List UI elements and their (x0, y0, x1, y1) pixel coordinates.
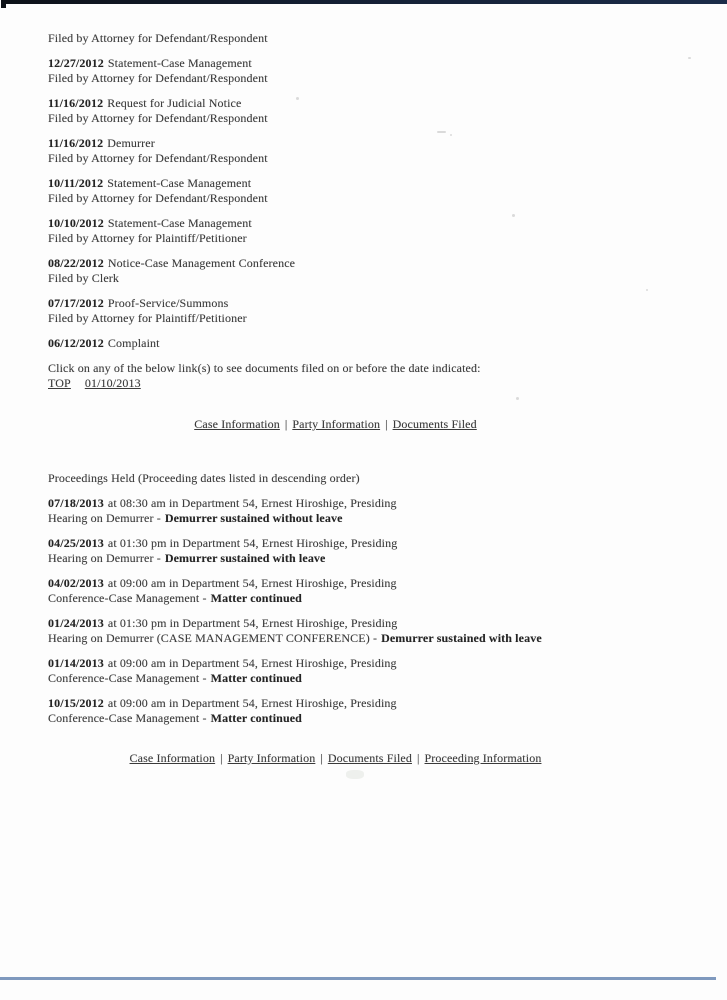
scan-speck (450, 134, 452, 136)
date-link-top[interactable]: TOP (48, 376, 71, 390)
proceeding-details: at 01:30 pm in Department 54, Ernest Hiroshige, Presiding (107, 616, 398, 630)
filing-filed-by: Filed by Attorney for Defendant/Respondent (48, 31, 268, 45)
filing-title: Statement-Case Management (107, 216, 252, 230)
filing-date: 08/22/2012 (48, 256, 104, 270)
proceeding-date-line (48, 616, 698, 631)
proceeding-details: at 09:00 am in Department 54, Ernest Hiroshige, Presiding (107, 656, 397, 670)
date-link-01-10-2013[interactable]: 01/10/2013 (84, 376, 141, 390)
proceeding-result: Demurrer sustained with leave (381, 631, 542, 645)
proceeding-date: 01/24/2013 (48, 616, 104, 630)
proceeding-event: Conference-Case Management - (48, 711, 207, 725)
filing-title: Notice-Case Management Conference (107, 256, 296, 270)
scan-speck (688, 57, 691, 59)
filing-entry (48, 136, 698, 166)
filing-date: 07/17/2012 (48, 296, 104, 310)
scan-edge-blob (1, 0, 6, 8)
filing-entry (48, 256, 698, 286)
proceeding-date: 07/18/2013 (48, 496, 104, 510)
proceeding-date: 04/25/2013 (48, 536, 104, 550)
proceeding-result-line (48, 551, 698, 566)
scan-speck (512, 214, 515, 217)
links-instruction: Click on any of the below link(s) to see documents filed on or before the date indicated: (48, 361, 481, 375)
proceeding-result-line (48, 671, 698, 686)
filing-entry (48, 296, 698, 326)
proceeding-result: Demurrer sustained with leave (164, 551, 326, 565)
proceeding-date-line (48, 696, 698, 711)
filings-list (48, 56, 698, 351)
nav-separator: | (320, 751, 323, 765)
filing-entry (48, 216, 698, 246)
scan-edge-artifact-bottom (0, 977, 716, 980)
filing-title-line (48, 176, 698, 191)
nav-proceedings (48, 751, 623, 766)
proceeding-entry (48, 536, 698, 566)
filing-entry (48, 96, 698, 126)
filing-title-line (48, 216, 698, 231)
proceeding-date: 04/02/2013 (48, 576, 104, 590)
filing-title-line (48, 256, 698, 271)
scan-edge-artifact-top (3, 0, 727, 4)
filing-entry (48, 176, 698, 206)
filing-title-line (48, 96, 698, 111)
filing-title: Proof-Service/Summons (107, 296, 229, 310)
proceeding-date-line (48, 496, 698, 511)
nav-separator: | (385, 417, 388, 431)
scan-speck (437, 131, 446, 133)
nav-link-case-information[interactable]: Case Information (194, 417, 280, 431)
proceeding-result: Demurrer sustained without leave (164, 511, 343, 525)
proceedings-header: Proceedings Held (Proceeding dates listed in descending order) (48, 471, 360, 485)
filing-filed-by: Filed by Clerk (48, 271, 120, 285)
proceeding-entry (48, 656, 698, 686)
filing-filed-by: Filed by Attorney for Plaintiff/Petitioner (48, 231, 247, 245)
proceeding-date-line (48, 576, 698, 591)
proceeding-entry (48, 616, 698, 646)
proceeding-date-line (48, 656, 698, 671)
filing-title: Complaint (107, 336, 160, 350)
scan-speck (516, 397, 519, 400)
proceeding-result-line (48, 631, 698, 646)
date-links-row (48, 376, 698, 391)
nav-link-party-information[interactable]: Party Information (227, 751, 316, 765)
filing-date: 06/12/2012 (48, 336, 104, 350)
filing-title-line (48, 136, 698, 151)
nav-link-party-information[interactable]: Party Information (292, 417, 381, 431)
filing-filed-by: Filed by Attorney for Plaintiff/Petitioner (48, 311, 247, 325)
filing-date: 12/27/2012 (48, 56, 104, 70)
nav-separator: | (220, 751, 223, 765)
proceeding-entry (48, 496, 698, 526)
proceeding-details: at 09:00 am in Department 54, Ernest Hiroshige, Presiding (107, 576, 397, 590)
nav-separator: | (284, 417, 288, 431)
proceeding-event: Hearing on Demurrer (CASE MANAGEMENT CONFERENCE) - (48, 631, 378, 645)
proceeding-event: Hearing on Demurrer - (48, 551, 161, 565)
filing-filed-by: Filed by Attorney for Defendant/Respondent (48, 71, 268, 85)
filing-title: Request for Judicial Notice (107, 96, 242, 110)
proceeding-event: Hearing on Demurrer - (48, 511, 161, 525)
links-instruction-block (48, 361, 698, 391)
nav-link-documents-filed[interactable]: Documents Filed (327, 751, 412, 765)
nav-link-documents-filed[interactable]: Documents Filed (392, 417, 477, 431)
filing-entry (48, 336, 698, 351)
filing-date: 11/16/2012 (48, 136, 104, 150)
proceeding-entry (48, 696, 698, 726)
filing-entry-continuation (48, 31, 698, 46)
proceeding-entry (48, 576, 698, 606)
proceedings-list (48, 496, 698, 726)
proceeding-result: Matter continued (210, 711, 302, 725)
proceeding-date: 01/14/2013 (48, 656, 104, 670)
filing-title: Statement-Case Management (107, 56, 252, 70)
filing-title-line (48, 56, 698, 71)
filing-title-line (48, 296, 698, 311)
filing-entry (48, 56, 698, 86)
nav-link-case-information[interactable]: Case Information (129, 751, 216, 765)
filing-title: Demurrer (107, 136, 155, 150)
proceeding-details: at 08:30 am in Department 54, Ernest Hiroshige, Presiding (107, 496, 397, 510)
filing-filed-by: Filed by Attorney for Defendant/Respondent (48, 151, 268, 165)
scan-speck (296, 97, 299, 100)
filing-title-line (48, 336, 698, 351)
proceeding-result: Matter continued (210, 591, 302, 605)
proceeding-result-line (48, 591, 698, 606)
document-content (48, 31, 698, 766)
nav-separator: | (416, 751, 420, 765)
filing-filed-by: Filed by Attorney for Defendant/Respondent (48, 111, 268, 125)
proceeding-details: at 01:30 pm in Department 54, Ernest Hiroshige, Presiding (107, 536, 398, 550)
proceeding-result-line (48, 711, 698, 726)
filing-filed-by: Filed by Attorney for Defendant/Respondent (48, 191, 268, 205)
scan-speck (646, 289, 648, 291)
filing-title: Statement-Case Management (107, 176, 252, 190)
proceeding-date-line (48, 536, 698, 551)
proceeding-date: 10/15/2012 (48, 696, 104, 710)
proceeding-event: Conference-Case Management - (48, 591, 207, 605)
filing-date: 11/16/2012 (48, 96, 104, 110)
nav-documents (48, 417, 623, 432)
proceeding-details: at 09:00 am in Department 54, Ernest Hiroshige, Presiding (107, 696, 397, 710)
nav-link-proceeding-information[interactable]: Proceeding Information (424, 751, 542, 765)
scan-smudge (346, 770, 364, 779)
proceeding-result: Matter continued (210, 671, 302, 685)
proceeding-event: Conference-Case Management - (48, 671, 207, 685)
proceeding-result-line (48, 511, 698, 526)
filing-date: 10/11/2012 (48, 176, 104, 190)
filing-date: 10/10/2012 (48, 216, 104, 230)
